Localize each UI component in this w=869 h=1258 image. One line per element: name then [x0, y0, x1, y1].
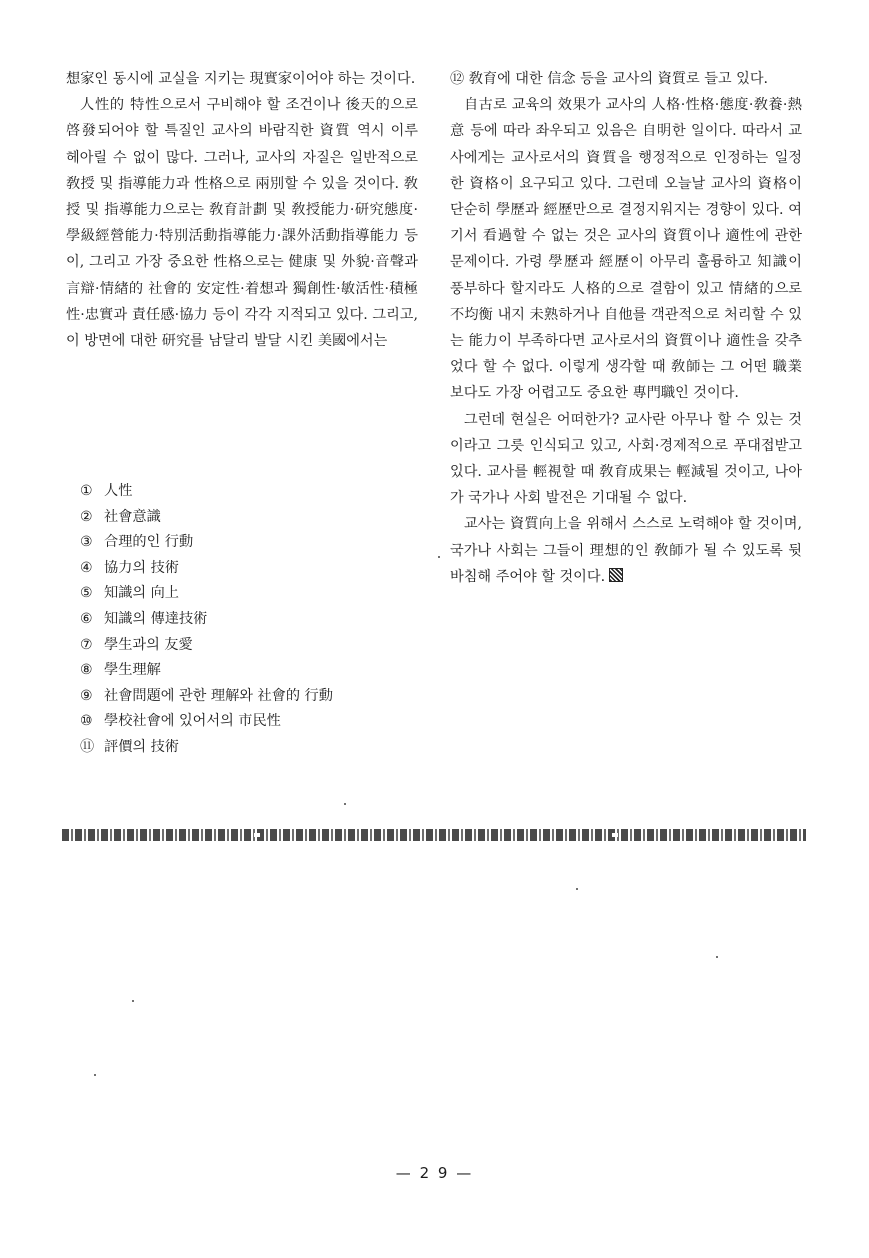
- list-item: [80, 658, 333, 684]
- right-paragraph-4: [450, 511, 802, 590]
- scan-speck: [132, 1000, 134, 1002]
- list-text: 學生과의 友愛: [104, 636, 193, 653]
- list-item: [80, 505, 333, 531]
- closing-text: 교사는 資質向上을 위해서 스스로 노력해야 할 것이며, 국가나 사회는 그들이 理想的인 敎師가 될 수 있도록 뒷바침해 주어야 할 것이다.: [450, 516, 802, 585]
- decorative-divider: [62, 829, 806, 841]
- list-number: ⑥: [80, 610, 93, 627]
- divider-gap: [612, 833, 618, 837]
- scan-speck: [438, 556, 440, 558]
- list-item: [80, 633, 333, 659]
- list-number: ②: [80, 508, 93, 525]
- list-number: ③: [80, 534, 93, 551]
- list-number: ⑪: [80, 738, 95, 755]
- list-text: 知識의 向上: [104, 585, 179, 602]
- list-item: [80, 556, 333, 582]
- left-column: [66, 66, 418, 354]
- end-of-article-icon: [609, 568, 623, 582]
- list-number: ⑧: [80, 662, 93, 679]
- list-item: [80, 581, 333, 607]
- list-item: [80, 479, 333, 505]
- list-item: [80, 709, 333, 735]
- list-text: 評價의 技術: [104, 738, 179, 755]
- list-number: ⑤: [80, 585, 93, 602]
- list-text: 知識의 傳達技術: [104, 610, 208, 627]
- scan-speck: [344, 803, 346, 805]
- list-text: 協力의 技術: [104, 559, 179, 576]
- right-paragraph-3: 그런데 현실은 어떠한가? 교사란 아무나 할 수 있는 것이라고 그릇 인식되고 있고, 사회·경제적으로 푸대접받고 있다. 교사를 輕視할 때 敎育成果는 輕減될 것이고, 나아가 국가나 사회 발전은 기대될 수 없다.: [450, 411, 802, 507]
- scan-speck: [94, 1074, 96, 1076]
- page-number: — 2 9 —: [395, 1164, 474, 1182]
- list-item: [80, 684, 333, 710]
- list-text: 社會問題에 관한 理解와 社會的 行動: [104, 687, 333, 704]
- scan-speck: [576, 888, 578, 890]
- right-paragraph-1: ⑫ 敎育에 대한 信念 등을 교사의 資質로 들고 있다.: [450, 71, 769, 87]
- list-text: 社會意識: [104, 508, 161, 525]
- list-number: ⑩: [80, 713, 93, 730]
- right-paragraph-2: 自古로 교육의 效果가 교사의 人格·性格·態度·敎養·熱意 등에 따라 좌우되고 있음은 自明한 일이다. 따라서 교사에게는 교사로서의 資質을 행정적으로 인정하는 일정한 資格이 요구되고 있다. 그런데 오늘날 교사의 資格이 단순히 學歷과 經歷만으로 결정지워지는 경향이 있다. 여기서 看過할 수 없는 것은 교사의 資質이나 適性에 관한 문제이다. 가령 學歷과 經歷이 아무리 훌륭하고 知識이 풍부하다 할지라도 人格的으로 결함이 있고 情緖的으로 不均衡 내지 未熟하거나 自他를 객관적으로 처리할 수 있는 能力이 부족하다면 교사로서의 資質이나 適性을 갖추었다 할 수 없다. 이렇게 생각할 때 敎師는 그 어떤 職業보다도 가장 어렵고도 중요한 專門職인 것이다.: [450, 97, 802, 402]
- list-number: ⑦: [80, 636, 93, 653]
- divider-gap: [254, 833, 260, 837]
- list-text: 人性: [104, 483, 133, 499]
- right-column: [450, 66, 802, 590]
- qualities-list: [80, 479, 333, 761]
- list-item: [80, 530, 333, 556]
- list-text: 學校社會에 있어서의 市民性: [104, 713, 281, 730]
- list-text: 合理的인 行動: [104, 534, 194, 551]
- list-number: ④: [80, 559, 93, 576]
- scan-speck: [716, 956, 718, 958]
- list-text: 學生理解: [104, 662, 161, 679]
- list-number: ⑨: [80, 687, 93, 704]
- list-item: [80, 607, 333, 633]
- left-paragraph-1: 想家인 동시에 교실을 지키는 現實家이어야 하는 것이다.: [66, 71, 416, 87]
- left-paragraph-2: 人性的 特性으로서 구비해야 할 조건이나 後天的으로 啓發되어야 할 특질인 교사의 바람직한 資質 역시 이루 헤아릴 수 없이 많다. 그러나, 교사의 자질은 일반적으로 敎授 및 指導能力과 性格으로 兩別할 수 있을 것이다. 敎授 및 指導能力으로는 敎育計劃 및 敎授能力·研究態度·學級經營能力·特別活動指導能力·課外活動指導能力 등이, 그리고 가장 중요한 性格으로는 健康 및 外貌·音聲과 言辯·情緖的 社會的 安定性·着想과 獨創性·敏活性·積極性·忠實과 責任感·協力 등이 각각 지적되고 있다. 그리고, 이 방면에 대한 研究를 남달리 발달 시킨 美國에서는: [66, 97, 418, 350]
- list-number: ①: [80, 483, 93, 499]
- list-item: [80, 735, 333, 761]
